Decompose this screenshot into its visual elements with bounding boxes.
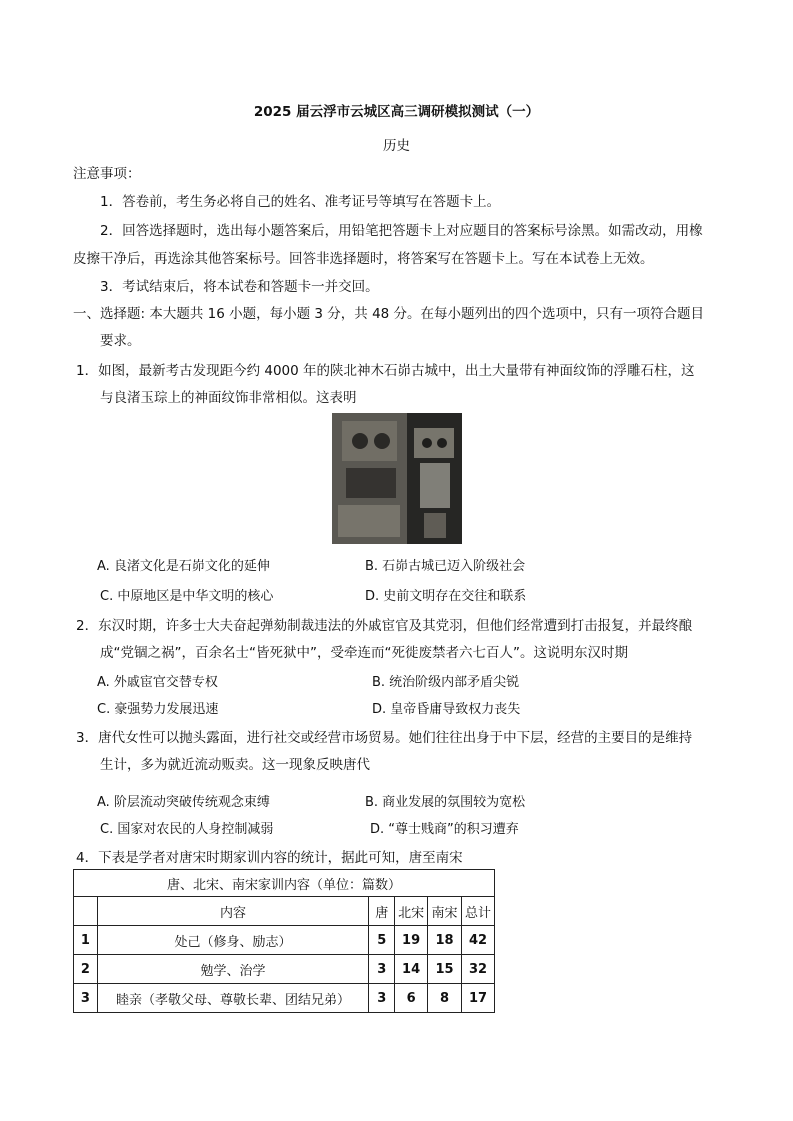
q1-option-a[interactable]: A. 良渚文化是石峁文化的延伸 bbox=[97, 559, 270, 574]
q3-option-b[interactable]: B. 商业发展的氛围较为宽松 bbox=[365, 795, 526, 810]
q1-option-c[interactable]: C. 中原地区是中华文明的核心 bbox=[100, 589, 274, 604]
q4-stem: 4．下表是学者对唐宋时期家训内容的统计，据此可知，唐至南宋 bbox=[76, 850, 463, 866]
notice-item-3: 3．考试结束后，将本试卷和答题卡一并交回。 bbox=[100, 279, 379, 295]
q3-option-a[interactable]: A. 阶层流动突破传统观念束缚 bbox=[97, 795, 270, 810]
row-content: 勉学、治学 bbox=[97, 955, 369, 984]
header-cell-northern-song: 北宋 bbox=[395, 897, 428, 926]
q2-stem-cont: 成“党锢之祸”，百余名士“皆死狱中”，受牵连而“死徙废禁者六七百人”。这说明东汉时期 bbox=[100, 645, 628, 661]
row-total: 17 bbox=[462, 984, 495, 1013]
notice-item-2-cont: 皮擦干净后，再选涂其他答案标号。回答非选择题时，将答案写在答题卡上。写在本试卷上无效。 bbox=[73, 251, 654, 267]
q2-stem: 2．东汉时期，许多士大夫奋起弹劾制裁违法的外戚宦官及其党羽，但他们经常遭到打击报复，并最终酿 bbox=[76, 618, 693, 634]
row-tang: 3 bbox=[369, 984, 395, 1013]
row-index: 2 bbox=[74, 955, 98, 984]
notice-item-2: 2．回答选择题时，选出每小题答案后，用铅笔把答题卡上对应题目的答案标号涂黑。如需改动，用橡 bbox=[100, 223, 703, 239]
header-cell-index bbox=[74, 897, 98, 926]
q3-option-c[interactable]: C. 国家对农民的人身控制减弱 bbox=[100, 822, 274, 837]
q2-option-a[interactable]: A. 外戚宦官交替专权 bbox=[97, 675, 218, 690]
row-index: 3 bbox=[74, 984, 98, 1013]
header-cell-content: 内容 bbox=[97, 897, 369, 926]
table-row bbox=[74, 926, 495, 955]
q1-option-d[interactable]: D. 史前文明存在交往和联系 bbox=[365, 589, 527, 604]
family-instruction-table bbox=[73, 869, 495, 1013]
q3-option-d[interactable]: D. “尊士贱商”的积习遭弃 bbox=[370, 822, 519, 837]
row-total: 32 bbox=[462, 955, 495, 984]
row-content: 处己（修身、励志） bbox=[97, 926, 369, 955]
table-row bbox=[74, 984, 495, 1013]
row-content: 睦亲（孝敬父母、尊敬长辈、团结兄弟） bbox=[97, 984, 369, 1013]
section-heading: 一、选择题: 本大题共 16 小题，每小题 3 分，共 48 分。在每小题列出的四个选项中，只有一项符合题目 bbox=[73, 306, 705, 322]
q1-stem: 1．如图，最新考古发现距今约 4000 年的陕北神木石峁古城中，出土大量带有神面纹饰的浮雕石柱，这 bbox=[76, 363, 695, 379]
table-row bbox=[74, 955, 495, 984]
notice-heading: 注意事项： bbox=[73, 166, 141, 182]
header-cell-total: 总计 bbox=[462, 897, 495, 926]
q2-option-d[interactable]: D. 皇帝昏庸导致权力丧失 bbox=[372, 702, 521, 717]
header-cell-southern-song: 南宋 bbox=[428, 897, 462, 926]
q1-option-b[interactable]: B. 石峁古城已迈入阶级社会 bbox=[365, 559, 526, 574]
notice-item-1: 1．答卷前，考生务必将自己的姓名、准考证号等填写在答题卡上。 bbox=[100, 194, 501, 210]
row-tang: 3 bbox=[369, 955, 395, 984]
q3-stem-cont: 生计，多为就近流动贩卖。这一现象反映唐代 bbox=[100, 757, 370, 773]
section-heading-cont: 要求。 bbox=[100, 333, 141, 349]
header-cell-tang: 唐 bbox=[369, 897, 395, 926]
q2-option-c[interactable]: C. 豪强势力发展迅速 bbox=[97, 702, 219, 717]
row-northern-song: 6 bbox=[395, 984, 428, 1013]
row-southern-song: 15 bbox=[428, 955, 462, 984]
exam-title: 2025 届云浮市云城区高三调研模拟测试（一） bbox=[253, 104, 540, 120]
table-header-row bbox=[74, 897, 495, 926]
row-total: 42 bbox=[462, 926, 495, 955]
q1-stem-cont: 与良渚玉琮上的神面纹饰非常相似。这表明 bbox=[100, 390, 357, 406]
row-southern-song: 18 bbox=[428, 926, 462, 955]
row-tang: 5 bbox=[369, 926, 395, 955]
row-southern-song: 8 bbox=[428, 984, 462, 1013]
row-northern-song: 19 bbox=[395, 926, 428, 955]
q3-stem: 3．唐代女性可以抛头露面，进行社交或经营市场贸易。她们往往出身于中下层，经营的主要目的是维持 bbox=[76, 730, 693, 746]
q2-option-b[interactable]: B. 统治阶级内部矛盾尖锐 bbox=[372, 675, 520, 690]
subject-title: 历史 bbox=[383, 138, 410, 154]
table-caption: 唐、北宋、南宋家训内容（单位：篇数） bbox=[74, 870, 495, 897]
relief-pillar-photo bbox=[332, 413, 462, 544]
row-northern-song: 14 bbox=[395, 955, 428, 984]
row-index: 1 bbox=[74, 926, 98, 955]
